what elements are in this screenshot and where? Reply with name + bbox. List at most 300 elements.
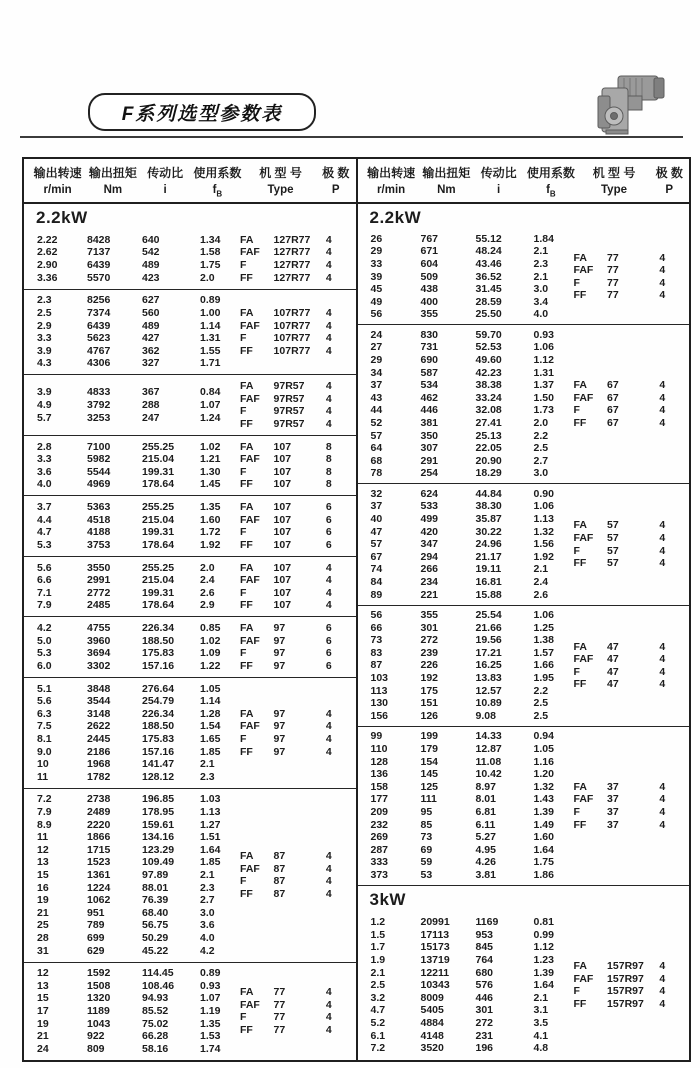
parameter-row — [37, 683, 240, 696]
type-pole-list — [574, 781, 690, 831]
column-header — [474, 164, 523, 198]
output-torque-cell: 3694 — [87, 647, 111, 660]
service-factor-cell: 1.31 — [533, 366, 554, 379]
type-row — [240, 574, 356, 587]
type-code: 97 — [273, 647, 286, 660]
parameter-row — [371, 844, 574, 857]
parameter-row — [371, 979, 574, 992]
type-row — [240, 599, 356, 612]
type-code: 37 — [607, 805, 619, 818]
type-row — [240, 345, 356, 358]
service-factor-cell: 1.57 — [533, 646, 554, 659]
column-header-unit: i — [163, 184, 167, 196]
parameter-row — [37, 357, 240, 370]
type-code: 67 — [607, 404, 619, 417]
ratio-cell: 489 — [142, 259, 160, 272]
type-pole-list — [240, 501, 356, 551]
service-factor-cell: 1.21 — [200, 453, 221, 466]
type-code: 97 — [273, 745, 286, 758]
ratio-cell: 188.50 — [142, 634, 175, 647]
parameter-block — [358, 229, 690, 324]
type-code: 57 — [607, 557, 619, 570]
ratio-cell: 4.95 — [475, 843, 496, 856]
output-speed-cell: 32 — [370, 487, 383, 500]
output-torque-cell: 347 — [420, 538, 439, 551]
parameter-row — [37, 574, 240, 587]
table-half-right — [358, 159, 690, 1060]
parameter-row — [371, 710, 574, 723]
parameter-row — [37, 1018, 240, 1031]
parameter-block — [24, 435, 356, 496]
type-row — [240, 478, 356, 491]
column-header — [316, 164, 355, 198]
output-torque-cell: 1968 — [87, 758, 111, 771]
parameter-row — [37, 453, 240, 466]
type-prefix: FF — [240, 659, 253, 672]
output-speed-cell: 3.9 — [37, 344, 52, 357]
page-title-text: F系列选型参数表 — [121, 103, 283, 125]
ratio-cell: 55.12 — [475, 232, 502, 245]
output-speed-cell: 5.7 — [37, 411, 52, 424]
pole-count: 4 — [325, 380, 332, 393]
service-factor-cell: 0.84 — [200, 386, 221, 399]
output-torque-cell: 629 — [87, 944, 105, 957]
parameter-row — [371, 329, 574, 342]
pole-count: 4 — [325, 1023, 332, 1036]
output-torque-cell: 6439 — [87, 319, 111, 332]
service-factor-cell: 1.92 — [200, 538, 221, 551]
type-code: 107 — [273, 599, 292, 612]
service-factor-cell: 3.1 — [533, 1004, 549, 1017]
type-code: 107R77 — [273, 344, 311, 357]
column-header — [523, 164, 578, 198]
output-speed-cell: 68 — [370, 454, 383, 467]
column-header-unit: Nm — [103, 184, 123, 196]
type-prefix: FAF — [240, 720, 260, 733]
output-torque-cell: 690 — [420, 354, 439, 366]
ratio-cell: 21.66 — [475, 621, 502, 634]
service-factor-cell: 3.6 — [200, 919, 215, 932]
output-torque-cell: 234 — [420, 576, 439, 588]
parameter-row — [371, 685, 574, 698]
type-row — [240, 622, 356, 635]
ratio-cell: 272 — [475, 1016, 494, 1029]
parameter-rows — [24, 622, 240, 672]
pole-count: 4 — [325, 720, 332, 733]
parameter-block — [24, 677, 356, 788]
type-row — [574, 417, 690, 430]
service-factor-cell: 1.39 — [533, 805, 554, 818]
type-row — [240, 647, 356, 660]
type-row — [240, 539, 356, 552]
output-speed-cell: 7.9 — [37, 599, 52, 612]
ratio-cell: 108.46 — [142, 979, 175, 992]
parameter-rows — [358, 916, 574, 1055]
output-torque-cell: 381 — [420, 416, 439, 429]
pole-count: 4 — [659, 985, 666, 998]
column-header — [140, 164, 189, 198]
output-torque-cell: 5623 — [87, 332, 111, 345]
parameter-row — [37, 332, 240, 345]
type-pole-list — [574, 379, 690, 429]
pole-count: 4 — [325, 344, 332, 357]
output-speed-cell: 29 — [370, 245, 383, 258]
type-row — [240, 875, 356, 888]
parameter-row — [37, 259, 240, 272]
type-row — [240, 986, 356, 999]
column-header-label-cn: 传动比 — [480, 166, 517, 180]
output-torque-cell: 192 — [420, 672, 439, 685]
parameter-row — [37, 1043, 240, 1056]
output-speed-cell: 57 — [370, 538, 383, 551]
pole-count: 4 — [325, 319, 332, 332]
type-prefix: FA — [573, 519, 587, 532]
output-torque-cell: 4148 — [420, 1029, 444, 1042]
type-prefix: F — [240, 732, 247, 745]
output-speed-cell: 83 — [370, 646, 383, 659]
output-speed-cell: 7.9 — [37, 806, 52, 819]
pole-count: 4 — [325, 1011, 332, 1024]
parameter-rows — [24, 501, 240, 551]
parameter-block — [358, 324, 690, 483]
type-row — [240, 850, 356, 863]
ratio-cell: 134.16 — [142, 831, 175, 844]
pole-count: 4 — [325, 586, 332, 599]
column-header-label-cn: 使用系数 — [193, 166, 242, 180]
output-torque-cell: 7100 — [87, 440, 111, 453]
output-speed-cell: 74 — [370, 563, 383, 576]
type-prefix: FAF — [573, 972, 594, 985]
type-row — [240, 259, 356, 272]
type-pole-list — [240, 708, 356, 758]
service-factor-cell: 1.05 — [200, 682, 221, 695]
type-prefix: FAF — [573, 391, 594, 404]
ratio-cell: 288 — [142, 398, 160, 411]
output-speed-cell: 67 — [370, 550, 383, 563]
pole-count: 4 — [659, 678, 666, 691]
type-code: 77 — [273, 986, 286, 999]
output-torque-cell: 624 — [420, 487, 439, 500]
output-speed-cell: 2.8 — [37, 440, 52, 453]
page-title — [88, 93, 316, 131]
parameter-row — [371, 856, 574, 869]
type-pole-list — [240, 986, 356, 1036]
type-prefix: F — [573, 805, 580, 818]
parameter-table — [22, 157, 691, 1062]
parameter-row — [371, 869, 574, 882]
ratio-cell: 36.52 — [475, 270, 502, 283]
output-torque-cell: 154 — [420, 755, 439, 768]
ratio-cell: 48.24 — [475, 245, 502, 258]
ratio-cell: 301 — [475, 1004, 494, 1017]
pole-count: 4 — [325, 306, 332, 319]
parameter-row — [371, 992, 574, 1005]
service-factor-cell: 1.49 — [533, 818, 554, 831]
column-header-label-cn: 输出扭矩 — [88, 166, 137, 180]
parameter-row — [37, 599, 240, 612]
parameter-rows — [358, 233, 574, 321]
ratio-cell: 327 — [142, 357, 160, 370]
ratio-cell: 97.89 — [142, 868, 169, 881]
service-factor-cell: 2.6 — [533, 588, 549, 601]
output-speed-cell: 89 — [370, 588, 383, 601]
type-row — [240, 660, 356, 673]
parameter-row — [37, 622, 240, 635]
power-rating-label: 2.2kW — [369, 208, 422, 228]
ratio-cell: 231 — [475, 1029, 494, 1042]
type-code: 107R77 — [273, 306, 311, 319]
ratio-cell: 489 — [142, 319, 160, 332]
pole-count: 4 — [325, 732, 332, 745]
type-code: 77 — [273, 1011, 286, 1024]
parameter-rows — [358, 609, 574, 722]
pole-count: 4 — [325, 259, 332, 272]
parameter-row — [371, 417, 574, 430]
type-prefix: FA — [240, 380, 254, 393]
pole-count: 4 — [659, 818, 666, 831]
parameter-row — [371, 551, 574, 564]
output-speed-cell: 3.7 — [37, 501, 52, 514]
parameter-rows — [24, 967, 240, 1055]
parameter-row — [37, 806, 240, 819]
output-torque-cell: 533 — [420, 500, 439, 513]
output-speed-cell: 130 — [370, 697, 389, 710]
service-factor-cell: 1.50 — [533, 391, 554, 404]
output-speed-cell: 11 — [37, 831, 49, 844]
service-factor-cell: 0.99 — [533, 928, 554, 941]
type-row — [574, 545, 690, 558]
type-prefix: FF — [573, 416, 587, 429]
service-factor-cell: 1.64 — [533, 843, 554, 856]
parameter-row — [37, 501, 240, 514]
output-torque-cell: 301 — [420, 621, 439, 634]
output-torque-cell: 699 — [87, 931, 105, 944]
output-torque-cell: 291 — [420, 454, 439, 467]
type-code: 127R77 — [273, 233, 311, 246]
output-torque-cell: 462 — [420, 391, 439, 404]
output-speed-cell: 2.62 — [37, 246, 58, 259]
service-factor-cell: 1.85 — [200, 856, 221, 869]
service-factor-cell: 1.03 — [200, 793, 221, 806]
service-factor-cell: 2.2 — [533, 684, 549, 697]
output-torque-cell: 175 — [420, 684, 439, 697]
column-header-row — [24, 159, 356, 204]
service-factor-cell: 1.56 — [533, 538, 554, 551]
output-torque-cell: 809 — [87, 1042, 105, 1055]
parameter-rows — [358, 329, 574, 480]
pole-count: 6 — [325, 501, 332, 514]
service-factor-cell: 2.0 — [200, 561, 215, 574]
pole-count: 4 — [325, 745, 332, 758]
output-speed-cell: 28 — [37, 931, 49, 944]
output-torque-cell: 4188 — [87, 526, 111, 539]
service-factor-cell: 1.20 — [533, 768, 554, 781]
ratio-cell: 58.16 — [142, 1042, 169, 1055]
output-speed-cell: 5.6 — [37, 695, 52, 708]
type-prefix: F — [240, 647, 247, 660]
output-torque-cell: 2622 — [87, 720, 111, 733]
output-torque-cell: 17113 — [420, 928, 450, 941]
output-torque-cell: 3302 — [87, 659, 111, 672]
ratio-cell: 109.49 — [142, 856, 175, 869]
type-row — [240, 635, 356, 648]
output-torque-cell: 2772 — [87, 586, 111, 599]
parameter-row — [371, 367, 574, 380]
parameter-block — [24, 962, 356, 1060]
type-prefix: FA — [573, 640, 587, 653]
output-torque-cell: 20991 — [420, 916, 450, 929]
type-row — [574, 806, 690, 819]
type-code: 127R77 — [273, 259, 311, 272]
output-speed-cell: 24 — [37, 1042, 49, 1055]
type-code: 47 — [607, 640, 619, 653]
type-pole-list — [240, 850, 356, 900]
parameter-row — [371, 455, 574, 468]
parameter-row — [371, 354, 574, 367]
service-factor-cell: 1.09 — [200, 647, 221, 660]
output-torque-cell: 5982 — [87, 453, 111, 466]
service-factor-cell: 1.86 — [533, 868, 554, 881]
output-speed-cell: 39 — [370, 270, 383, 283]
parameter-row — [37, 466, 240, 479]
ratio-cell: 75.02 — [142, 1017, 169, 1030]
type-code: 97R57 — [273, 405, 305, 418]
output-speed-cell: 52 — [370, 416, 383, 429]
service-factor-cell: 1.12 — [533, 941, 554, 954]
pole-count: 6 — [325, 622, 332, 635]
type-row — [240, 1011, 356, 1024]
parameter-row — [37, 695, 240, 708]
parameter-row — [37, 386, 240, 399]
type-code: 127R77 — [273, 246, 311, 259]
service-factor-cell: 3.0 — [533, 467, 549, 480]
ratio-cell: 367 — [142, 386, 160, 399]
column-header — [650, 164, 689, 198]
output-speed-cell: 5.2 — [370, 1016, 386, 1029]
output-torque-cell: 731 — [420, 341, 439, 354]
type-prefix: FA — [573, 960, 587, 973]
service-factor-cell: 1.58 — [200, 246, 221, 259]
service-factor-cell: 1.74 — [200, 1042, 221, 1055]
ratio-cell: 627 — [142, 294, 160, 307]
output-torque-cell: 400 — [420, 295, 439, 308]
pole-count: 4 — [325, 986, 332, 999]
ratio-cell: 255.25 — [142, 561, 175, 574]
gearmotor-photo — [584, 66, 668, 138]
type-code: 67 — [607, 416, 619, 429]
type-code: 87 — [273, 862, 286, 875]
type-prefix: FF — [573, 289, 587, 302]
type-prefix: F — [240, 405, 247, 418]
service-factor-cell: 2.0 — [200, 271, 215, 284]
parameter-row — [371, 609, 574, 622]
parameter-row — [371, 768, 574, 781]
type-row — [240, 380, 356, 393]
output-speed-cell: 21 — [37, 1030, 49, 1043]
output-torque-cell: 226 — [420, 659, 439, 672]
type-prefix: FA — [240, 440, 254, 453]
output-torque-cell: 1866 — [87, 831, 111, 844]
output-torque-cell: 1508 — [87, 979, 111, 992]
type-code: 97 — [273, 634, 286, 647]
type-row — [574, 653, 690, 666]
output-torque-cell: 767 — [420, 232, 439, 245]
output-speed-cell: 47 — [370, 525, 383, 538]
output-torque-cell: 5363 — [87, 501, 111, 514]
type-row — [240, 863, 356, 876]
ratio-cell: 16.81 — [475, 576, 502, 588]
output-torque-cell: 2991 — [87, 574, 111, 587]
ratio-cell: 196.85 — [142, 793, 175, 806]
type-row — [240, 272, 356, 285]
type-row — [574, 392, 690, 405]
type-code: 47 — [607, 678, 619, 691]
pole-count: 4 — [325, 862, 332, 875]
type-prefix: FA — [240, 622, 254, 635]
pole-count: 4 — [325, 332, 332, 345]
service-factor-cell: 1.51 — [200, 831, 221, 844]
column-header — [245, 164, 316, 198]
output-torque-cell: 151 — [420, 697, 439, 710]
output-torque-cell: 3753 — [87, 538, 111, 551]
ratio-cell: 12.87 — [475, 742, 502, 755]
parameter-row — [371, 589, 574, 602]
service-factor-cell: 0.94 — [533, 730, 554, 743]
parameter-row — [371, 730, 574, 743]
type-row — [574, 666, 690, 679]
type-code: 57 — [607, 531, 619, 544]
type-prefix: FAF — [240, 634, 260, 647]
output-torque-cell: 1224 — [87, 881, 111, 894]
output-torque-cell: 1189 — [87, 1005, 110, 1018]
parameter-rows — [24, 234, 240, 284]
type-code: 157R97 — [607, 972, 644, 985]
type-prefix: FF — [240, 344, 253, 357]
output-speed-cell: 17 — [37, 1005, 49, 1018]
power-section — [24, 204, 356, 1060]
type-prefix: FF — [573, 557, 587, 570]
service-factor-cell: 0.93 — [200, 979, 221, 992]
type-prefix: FF — [240, 271, 253, 284]
output-speed-cell: 25 — [37, 919, 49, 932]
service-factor-cell: 1.66 — [533, 659, 554, 672]
parameter-row — [37, 882, 240, 895]
service-factor-cell: 2.6 — [200, 586, 215, 599]
output-torque-cell: 4306 — [87, 357, 111, 370]
service-factor-cell: 1.14 — [200, 695, 221, 708]
ratio-cell: 31.45 — [475, 283, 502, 296]
parameter-row — [37, 992, 240, 1005]
type-prefix: FAF — [240, 574, 260, 587]
output-speed-cell: 24 — [370, 328, 383, 341]
type-code: 107 — [273, 465, 292, 478]
service-factor-cell: 4.8 — [533, 1042, 549, 1055]
type-pole-list — [240, 622, 356, 672]
output-torque-cell: 12211 — [420, 966, 450, 979]
parameter-row — [371, 1042, 574, 1055]
parameter-row — [371, 697, 574, 710]
service-factor-cell: 2.3 — [533, 257, 549, 270]
type-row — [240, 746, 356, 759]
output-torque-cell: 10343 — [420, 979, 450, 992]
type-prefix: FAF — [240, 392, 260, 405]
ratio-cell: 43.46 — [475, 257, 502, 270]
type-code: 157R97 — [607, 985, 644, 998]
output-torque-cell: 350 — [420, 429, 439, 442]
pole-count: 4 — [325, 392, 332, 405]
type-prefix: FAF — [240, 862, 260, 875]
output-torque-cell: 145 — [420, 768, 439, 781]
